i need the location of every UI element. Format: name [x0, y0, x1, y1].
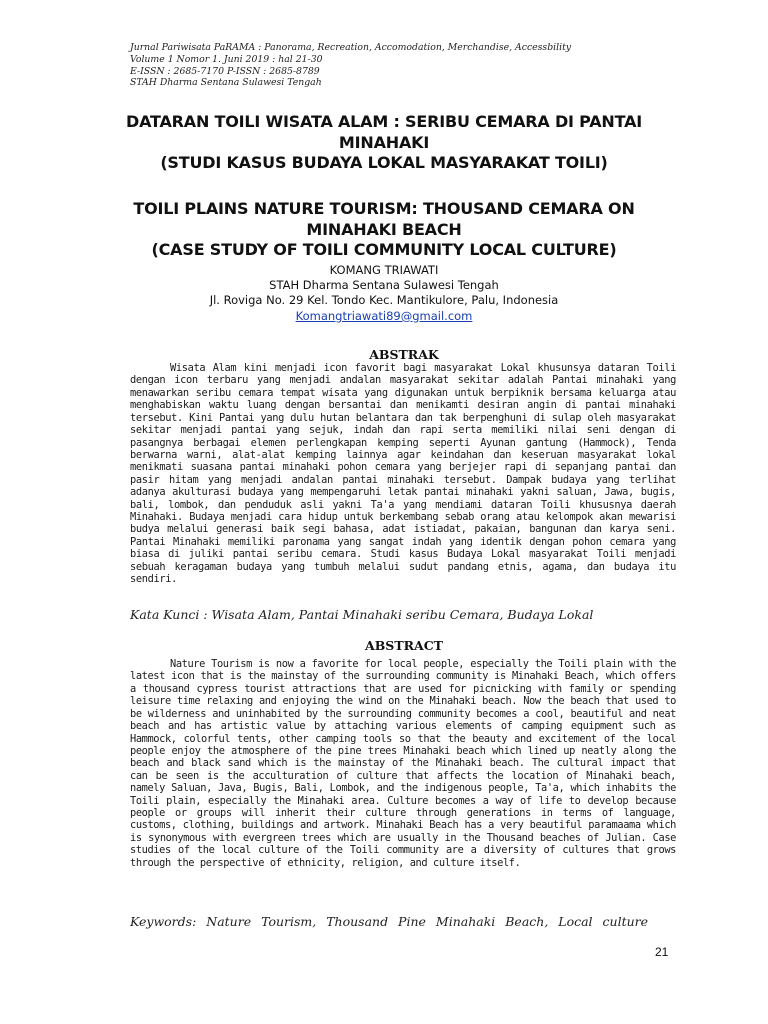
abstract-text: Nature Tourism is now a favorite for local people, especially the Toili plain with the latest icon that is the mainstay of the surrounding community is Minahaki Beach, which offers a thousand cypress tourist attractions that are used for picnicking with family or spending leisure time relaxing and enjoying the wind on the Minahaki beach. Now the beach that used to be wilderness and uninhabited by the surrounding community becomes a cool, beautiful and neat beach and has artistic value by attaching various elements of camping equipment such as Hammock, colorful tents, other camping tools so that the beauty and excitement of the local people enjoy the atmosphere of the pine trees Minahaki beach which lined up neatly along the beach and black sand which is the mainstay of the Minahaki beach. The cultural impact that can be seen is the acculturation of culture that affects the location of Minahaki beach, namely Saluan, Java, Bugis, Bali, Lombok, and the indigenous people, Ta'a, which inhabits the Toili plain, especially the Minahaki area. Culture becomes a way of life to develop because people or groups will inherit their culture through generations in terms of language, customs, clothing, buildings and artwork. Minahaki Beach has a very beautiful paramaama which is synonymous with evergreen trees which are usually in the Thousand beaches of Julian. Case studies of the local culture of the Toili community are a diversity of cultures that grows through the perspective of ethnicity, religion, and culture itself. — [130, 658, 676, 869]
title-english — [120, 199, 648, 261]
abstrak-heading: ABSTRAK — [369, 347, 439, 362]
title-en-line2: MINAHAKI BEACH — [306, 219, 462, 239]
author-block — [120, 263, 648, 324]
title-id-line1: DATARAN TOILI WISATA ALAM : SERIBU CEMARA DI PANTAI — [125, 112, 643, 131]
kata-kunci: Kata Kunci : Wisata Alam, Pantai Minahaki seribu Cemara, Budaya Lokal — [130, 607, 594, 622]
journal-header — [130, 42, 690, 89]
journal-issn: E-ISSN : 2685-7170 P-ISSN : 2685-8789 — [130, 65, 320, 77]
journal-name: Jurnal Pariwisata PaRAMA : Panorama, Recreation, Accomodation, Merchandise, Accessbility — [130, 42, 572, 53]
journal-volume: Volume 1 Nomor 1. Juni 2019 : hal 21-30 — [130, 53, 323, 65]
title-indonesian — [120, 112, 648, 174]
journal-publisher: STAH Dharma Sentana Sulawesi Tengah — [130, 77, 322, 89]
author-email-link[interactable]: Komangtriawati89@gmail.com — [295, 308, 473, 323]
title-en-line3: (CASE STUDY OF TOILI COMMUNITY LOCAL CULTURE) — [151, 240, 617, 259]
author-address: Jl. Roviga No. 29 Kel. Tondo Kec. Mantikulore, Palu, Indonesia — [209, 293, 559, 308]
abstrak-text: Wisata Alam kini menjadi icon favorit bagi masyarakat Lokal khusunsya dataran Toili dengan icon terbaru yang menjadi andalan masyarakat sekitar adalah Pantai minahaki yang menawarkan seribu cemara tempat wisata yang digunakan untuk berpiknik bersama keluarga atau menghabiskan waktu luang dengan bersantai dan menikamti desiran angin di pantai minahaki tersebut. Kini Pantai yang dulu hutan belantara dan tak berpenghuni di sulap oleh masyarakat sekitar menjadi pantai yang sejuk, indah dan rapi serta memiliki nilai seni dengan di pasangnya berbagai elemen perlengkapan kemping seperti Ayunan gantung (Hammock), Tenda berwarna warni, alat-alat kemping lainnya agar keindahan dan keseruan masyarakat lokal menikmati suasana pantai minahaki pohon cemara yang berjejer rapi di sepanjang pantai dan pasir hitam yang menjadi andalan pantai minahaki tersebut. Dampak budaya yang terlihat adanya akulturasi budaya yang mempengaruhi letak pantai minahaki yakni saluan, Jawa, bugis, bali, lombok, dan penduduk asli yakni Ta'a yang mendiami dataran Toili khususnya daerah Minahaki. Budaya menjadi cara hidup untuk berkembang sebab orang atau kelompok akan mewarisi budya melalui generasi baik segi bahasa, adat istiadat, pakaian, bangunan dan karya seni. Pantai Minahaki memiliki paronama yang sangat indah yang identik dengan pohon cemara yang biasa di juliki pantai seribu cemara. Studi kasus Budaya Lokal masyarakat Toili menjadi sebuah keragaman budaya yang tumbuh melalui sudut pandang etnis, agama, dan budaya itu sendiri. — [130, 362, 676, 586]
page-number: 21 — [655, 945, 669, 959]
title-id-line3: (STUDI KASUS BUDAYA LOKAL MASYARAKAT TOILI) — [160, 153, 608, 172]
author-name: KOMANG TRIAWATI — [329, 263, 439, 277]
keywords: Keywords: Nature Tourism, Thousand Pine Minahaki Beach, Local culture — [130, 914, 649, 929]
author-institution: STAH Dharma Sentana Sulawesi Tengah — [269, 278, 499, 293]
title-en-line1: TOILI PLAINS NATURE TOURISM: THOUSAND CEMARA ON — [133, 199, 635, 218]
abstract-heading: ABSTRACT — [365, 638, 443, 653]
title-id-line2: MINAHAKI — [338, 132, 430, 152]
